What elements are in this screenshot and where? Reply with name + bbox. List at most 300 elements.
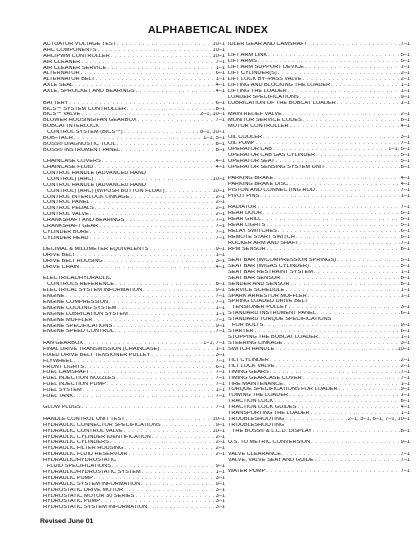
index-entry-topic: LIFT ARM SUPPORT DEVICE bbox=[228, 65, 304, 71]
index-entry-topic: RADIATOR bbox=[228, 205, 257, 211]
index-entry-topic: BOB–TACH bbox=[43, 135, 73, 141]
index-entry-page: 4–1 bbox=[400, 405, 410, 411]
index-entry-topic: HYDRAULIC CYLINDERS bbox=[43, 440, 109, 446]
index-entry-topic: HYDROSTATIC MOTOR 30 SERIES bbox=[43, 493, 135, 499]
index-entry-topic: HYDROSTATIC SYSTEM INFORMATION bbox=[43, 505, 148, 511]
index-entry-topic: CHAINCASE COVERS bbox=[43, 159, 101, 165]
index-entry bbox=[228, 347, 410, 353]
index-entry-topic: TOWING THE LOADER bbox=[228, 393, 289, 399]
index-entry-topic: SPARK ARRESTOR MUFFLER bbox=[228, 293, 307, 299]
page-title: ALPHABETICAL INDEX bbox=[147, 24, 269, 36]
index-entry-topic: TROUBLESHOOTING bbox=[228, 422, 285, 428]
index-entry-page: 9–1 bbox=[215, 288, 225, 294]
index-entry-topic: CONTROL SYSTEM (BICS™) bbox=[47, 130, 123, 136]
index-entry-page: 7–1 bbox=[400, 240, 410, 246]
index-entry-topic: DECIMAL & MILLIMETER EQUIVALENTS bbox=[43, 247, 149, 253]
index-entry-topic: ROCKER ARM AND SHAFT bbox=[228, 240, 299, 246]
index-entry bbox=[228, 194, 410, 200]
index-entry-topic: HYDRAULIC SYSTEM INFORMATION bbox=[43, 481, 141, 487]
dot-leader bbox=[313, 429, 400, 435]
index-entry-page: 1–1 bbox=[400, 381, 410, 387]
index-entry-page: 1–1 bbox=[400, 269, 410, 275]
index-entry-page: 3–1 bbox=[215, 493, 225, 499]
index-entry-page: 1–1 bbox=[400, 334, 410, 340]
index-entry-page: 1–1 bbox=[215, 346, 225, 352]
index-entry-topic: OPERATOR SENSING SYSTEM UNIT bbox=[228, 164, 325, 170]
index-entry-topic: SERVICE SCHEDULE bbox=[228, 287, 285, 293]
index-entry-topic: BATTERY bbox=[43, 100, 69, 106]
dot-leader bbox=[337, 101, 400, 107]
index-entry-page: 7–1 bbox=[215, 59, 225, 65]
index-entry-page: 2–1 bbox=[400, 71, 410, 77]
index-entry-topic: PIVOT PINS bbox=[228, 193, 260, 199]
index-entry-page: 1–1 bbox=[215, 311, 225, 317]
index-entry-topic: VALVE, VALVE SEAT AND GUIDE bbox=[228, 457, 314, 463]
index-entry-topic: AIR CLEANER bbox=[43, 59, 81, 65]
index-entry-page: 5–1 bbox=[400, 211, 410, 217]
index-entry-page: 7–1 bbox=[215, 405, 225, 411]
index-entry-topic: CRANKSHAFT AND BEARINGS bbox=[43, 218, 125, 224]
index-entry-topic: ELECTRICAL/HYDRAULIC bbox=[43, 276, 112, 282]
index-entry bbox=[43, 505, 225, 511]
index-entry-topic: CONTROL VALVE bbox=[43, 212, 89, 218]
index-entry-page: 7–1 bbox=[215, 235, 225, 241]
index-entry-page: 6–1 bbox=[400, 328, 410, 334]
index-entry-topic: HYDRAULIC FILTER HOUSING bbox=[43, 446, 124, 452]
index-entry-page: 9–1 bbox=[400, 94, 410, 100]
dot-leader bbox=[315, 458, 400, 464]
index-entry-topic: FRONT LIGHTS bbox=[43, 364, 84, 370]
index-entry-page: 3–1 bbox=[215, 259, 225, 265]
index-entry-topic: LOADER SPECIFICATIONS bbox=[228, 94, 299, 100]
index-entry-page: 1–1 bbox=[215, 65, 225, 71]
index-entry-page: 2–1 bbox=[400, 77, 410, 83]
index-entry-page: 10–1 bbox=[397, 346, 410, 352]
index-entry-topic: STANDARD INSTRUMENT PANEL bbox=[228, 311, 316, 317]
index-entry-page: 4–1 bbox=[215, 89, 225, 95]
index-entry-topic: DRIVE BELT bbox=[43, 253, 76, 259]
index-entry-page: 5–1 bbox=[400, 223, 410, 229]
index-entry-topic: CRANKSHAFT GEAR bbox=[43, 224, 99, 230]
index-entry-topic: SWITCH HANDLE bbox=[228, 346, 275, 352]
index-entry-page: 2–1 bbox=[400, 363, 410, 369]
index-entry-topic: AHC COMPONENTS bbox=[43, 47, 97, 53]
index-entry-topic: LIFT CYLINDER(S) bbox=[228, 71, 277, 77]
index-entry-topic: FAN GEARBOX bbox=[43, 340, 84, 346]
index-entry-page: 10–1 bbox=[212, 188, 225, 194]
index-entry-topic: WATER PUMP bbox=[228, 469, 266, 475]
dot-leader bbox=[275, 347, 396, 353]
index-entry-page: 10–1 bbox=[212, 47, 225, 53]
index-entry-page: 1–1, 5–1 bbox=[388, 147, 410, 153]
index-entry-page: 2–1 bbox=[215, 206, 225, 212]
index-entry-topic: TILT CYLINDER bbox=[228, 358, 269, 364]
index-entry-page: 8–1 bbox=[215, 106, 225, 112]
index-entry-topic: TRACTION LOCK GUIDES bbox=[228, 405, 297, 411]
index-entry-page: 4–1 bbox=[215, 159, 225, 165]
index-entry-page: 6–1 bbox=[215, 100, 225, 106]
index-entry-topic: LIFT ARMS bbox=[228, 59, 257, 65]
index-entry-topic: RPM SENSOR bbox=[228, 246, 266, 252]
index-entry-page: 9–1 bbox=[215, 422, 225, 428]
index-entry bbox=[228, 247, 410, 253]
index-entry-page: 1–1 bbox=[400, 82, 410, 88]
index-entry bbox=[43, 89, 225, 95]
index-entry-topic: HANDLE CONTROL UNIT TEST bbox=[43, 416, 125, 422]
index-entry-page: 7–1 bbox=[215, 329, 225, 335]
index-entry-topic: LIFT LOCK BY–PASS VALVE bbox=[228, 77, 302, 83]
index-entry-topic: FIXED DRIVE BELT TENSIONER PULLEY bbox=[43, 352, 151, 358]
dot-leader bbox=[308, 42, 399, 48]
index-column-right bbox=[228, 42, 410, 475]
index-entry-topic: ELECTRICAL SYSTEM INFORMATION bbox=[43, 288, 143, 294]
index-entry-page: 7–1 bbox=[215, 224, 225, 230]
index-entry-page: 9–1 bbox=[215, 481, 225, 487]
index-entry-topic: LUBRICATION OF THE BOBCAT LOADER bbox=[228, 100, 336, 106]
index-entry-topic: TIRE MAINTENANCE bbox=[228, 381, 284, 387]
index-entry bbox=[43, 329, 225, 335]
index-entry-page: 8–1 bbox=[400, 399, 410, 405]
index-entry-page: 6–1 bbox=[400, 234, 410, 240]
index-entry-page: 10–1 bbox=[212, 428, 225, 434]
index-entry-page: 1–1 bbox=[215, 469, 225, 475]
index-entry-page: 8–1 bbox=[400, 117, 410, 123]
index-entry bbox=[43, 236, 225, 242]
index-entry-page: 2–1 bbox=[215, 434, 225, 440]
index-entry-page: 9–1 bbox=[215, 323, 225, 329]
index-entry-page: 9–1 bbox=[215, 247, 225, 253]
index-entry-page: 3–1 bbox=[215, 352, 225, 358]
index-entry-page: 1–1 bbox=[400, 293, 410, 299]
index-entry-topic: REMOTE START SWITCH bbox=[228, 234, 295, 240]
index-entry-page: 7–1 bbox=[215, 229, 225, 235]
revision-footer: Revised June 01 bbox=[40, 518, 94, 525]
index-entry-topic: DRIVE BELT HOUSING bbox=[43, 259, 103, 265]
index-entry-topic: HYDRAULIC FLUID RESERVOIR bbox=[43, 452, 128, 458]
index-entry-page: 5–1 bbox=[400, 59, 410, 65]
index-entry-page: 3–1 bbox=[215, 487, 225, 493]
index-entry-page: 2–1 bbox=[215, 440, 225, 446]
index-entry-topic: DRIVE CHAIN bbox=[43, 264, 80, 270]
index-entry-page: 4–1 bbox=[400, 176, 410, 182]
index-entry-topic: AXLE, SPROCKET AND BEARINGS bbox=[43, 89, 135, 95]
index-entry-page: 3–1 bbox=[400, 135, 410, 141]
index-entry-topic: SEAT BAR RESTRAINT SYSTEM bbox=[228, 269, 313, 275]
index-entry-topic: IDLER GEAR AND CAMSHAFT bbox=[228, 42, 308, 47]
dot-leader bbox=[260, 194, 399, 200]
index-entry-topic: AHC/PWM CONTROLLER bbox=[43, 53, 110, 59]
index-entry-page: 1–1 bbox=[215, 388, 225, 394]
index-entry-topic: THE BOSS® & L.C.D. DISPLAY bbox=[232, 428, 312, 434]
index-entry-topic: ENGINE bbox=[43, 294, 65, 300]
index-column-left bbox=[43, 42, 225, 511]
index-entry-page: 2–1 bbox=[400, 112, 410, 118]
index-entry-topic: TIMING GEARS bbox=[228, 369, 269, 375]
index-entry-page: 7–1 bbox=[215, 300, 225, 305]
index-entry bbox=[228, 42, 410, 48]
index-entry-page: 10–1 bbox=[212, 176, 225, 182]
index-entry-page: 10–1 bbox=[212, 42, 225, 47]
index-entry-topic: TIMING GEARCASE COVER bbox=[228, 375, 302, 381]
index-entry-page: 7–1 bbox=[400, 42, 410, 47]
index-entry-topic: FUEL INJECTION NOZZLES bbox=[43, 376, 116, 382]
index-entry-topic: CHAINCASE FLUID bbox=[43, 165, 94, 171]
index-entry-topic: LIFTING AND BLOCKING THE LOADER bbox=[228, 82, 331, 88]
index-entry-page: 8–1 bbox=[215, 141, 225, 147]
index-entry-page: 9–1 bbox=[400, 440, 410, 446]
index-entry-page: 2–1 bbox=[215, 212, 225, 218]
index-entry-page: 8–1, 10–1 bbox=[200, 130, 225, 136]
index-entry-page: 4–1 bbox=[215, 264, 225, 270]
index-entry-page: 7–1 bbox=[215, 317, 225, 323]
index-entry-page: 7–1 bbox=[400, 375, 410, 381]
index-entry-page: 1–1 bbox=[215, 305, 225, 311]
index-entry-page: 3–1 bbox=[215, 475, 225, 481]
index-entry-page: 7–1 bbox=[215, 376, 225, 382]
index-entry-topic: TILT LOCK VALVE bbox=[228, 363, 275, 369]
index-entry bbox=[43, 405, 225, 411]
index-entry-page: 4–1 bbox=[400, 123, 410, 129]
index-entry-page: 6–1 bbox=[400, 229, 410, 235]
dot-leader bbox=[326, 165, 400, 171]
index-entry-topic: GLOW PLUGS bbox=[43, 405, 81, 411]
index-entry-page: 7–1 bbox=[400, 457, 410, 463]
dot-leader bbox=[266, 469, 399, 475]
index-entry-topic: TORQUE SPECIFICATIONS FOR LOADER bbox=[228, 387, 338, 393]
index-entry-page: 7–1 bbox=[215, 393, 225, 399]
index-entry-topic: CYLINDER HEAD bbox=[43, 235, 89, 241]
index-entry bbox=[43, 148, 225, 154]
index-entry-topic: PARKING BRAKE DISC bbox=[228, 182, 289, 188]
index-entry-topic: OPERATOR SEAT bbox=[228, 158, 275, 164]
index-entry-topic: HYDROSTATIC DRIVE MOTOR bbox=[43, 487, 124, 493]
index-entry-topic: BICS™ VALVE bbox=[43, 112, 81, 118]
index-entry-topic: STOPPING THE BOBCAT LOADER bbox=[228, 334, 319, 340]
index-entry-page: 4–1 bbox=[400, 182, 410, 188]
index-entry-page: 7–1 bbox=[400, 205, 410, 211]
index-entry-topic: BICS™ SYSTEM CONTROLLER bbox=[43, 106, 126, 112]
index-entry-page: 8–1 bbox=[400, 281, 410, 287]
index-entry bbox=[43, 265, 225, 271]
index-entry-page: 8–1 bbox=[215, 282, 225, 288]
index-entry-page: 5–1 bbox=[400, 264, 410, 270]
index-entry-page: 5–1 bbox=[400, 258, 410, 264]
index-entry-topic: CONTROL INTERLOCK LINKAGE bbox=[43, 194, 130, 200]
index-entry-page: 1–1 bbox=[400, 411, 410, 417]
index-entry-topic: CONTROL HANDLE (ADVANCED HAND bbox=[43, 171, 146, 176]
index-entry-topic: STEERING LINKAGE bbox=[228, 340, 283, 346]
index-entry-page: 1–1 bbox=[400, 100, 410, 106]
index-entry bbox=[228, 101, 410, 107]
index-entry-topic: MAIN RELIEF VALVE bbox=[228, 112, 282, 118]
index-entry-topic: ENGINE MUFFLER bbox=[43, 317, 93, 323]
index-entry-topic: SEAT BAR (W/GAS CYLINDER) bbox=[228, 264, 309, 270]
index-entry-topic: HYDRAULIC CONTROL VALVE bbox=[43, 428, 123, 434]
index-entry-topic: ENGINE COMPRESSION bbox=[43, 300, 108, 305]
index-entry-topic: SEAT BAR (W/COMPRESSION SPRINGS) bbox=[228, 258, 336, 264]
index-entry bbox=[228, 440, 410, 446]
index-entry-page: 3–1 bbox=[215, 505, 225, 511]
index-entry-topic: AIR CLEANER SERVICE bbox=[43, 65, 107, 71]
index-entry-topic: RELAY SWITCHES bbox=[228, 229, 277, 235]
index-entry-page: 2–1 bbox=[215, 452, 225, 458]
index-entry-topic: ALTERNATOR BELT bbox=[43, 77, 95, 83]
index-entry-topic: HYDRAULIC CYLINDER IDENTIFICATION bbox=[43, 434, 151, 440]
index-entry-page: 1–1 bbox=[400, 193, 410, 199]
index-entry-page: 7–1 bbox=[215, 358, 225, 364]
index-entry-page: 1–1 bbox=[215, 77, 225, 83]
index-entry-topic: OPERATOR CAB bbox=[228, 147, 272, 153]
index-entry-page: 5–1 bbox=[400, 158, 410, 164]
index-entry-page: 8–1 bbox=[400, 275, 410, 281]
index-entry-topic: BOSS® INSTRUMENT PANEL bbox=[43, 147, 121, 153]
index-entry-page: 10–1 bbox=[212, 416, 225, 422]
index-entry-topic: VALVE CLEARANCE bbox=[228, 451, 281, 457]
index-entry-topic: STANDARD TORQUE SPECIFICATIONS bbox=[228, 317, 332, 323]
index-entry-page: 2–1 bbox=[215, 446, 225, 452]
index-entry-topic: ENGINE SPEED CONTROL bbox=[43, 329, 114, 335]
index-entry-topic: REAR GRILL bbox=[228, 217, 262, 223]
index-entry-topic: REAR DOOR bbox=[228, 211, 262, 217]
index-entry-topic: SEAT BAR SENSOR bbox=[228, 275, 281, 281]
index-entry-page: 2–1 bbox=[215, 194, 225, 200]
index-entry-topic: U.S. TO METRIC CONVERSION bbox=[228, 440, 311, 446]
index-entry-page: 6–1 bbox=[215, 364, 225, 370]
index-entry-page: 6–1 bbox=[215, 71, 225, 77]
index-entry-topic: HYDRAULIC PUMP bbox=[43, 475, 94, 481]
index-entry-topic: CONTROL PEDALS bbox=[43, 206, 94, 212]
index-entry-page: 7–1 bbox=[400, 141, 410, 147]
index-entry-page: 7–1 bbox=[400, 451, 410, 457]
index-entry-topic: REAR LIGHTS bbox=[228, 223, 266, 229]
index-entry-page: 8–1 bbox=[400, 246, 410, 252]
index-entry-page: 3–1 bbox=[400, 305, 410, 311]
index-entry-page: 1–1 bbox=[400, 88, 410, 94]
index-entry bbox=[228, 165, 410, 171]
index-entry-topic: FUEL CAMSHAFT bbox=[43, 370, 90, 376]
index-entry-topic: ENGINE LUBRICATION SYSTEM bbox=[43, 311, 128, 317]
index-entry-topic: MONITOR SERVICE CODES bbox=[228, 117, 302, 123]
index-entry-topic: LIFTING THE LOADER bbox=[228, 88, 287, 94]
index-entry-page: 4–1 bbox=[215, 83, 225, 89]
index-entry-topic: HYDRAULIC/HYDROSTATIC bbox=[43, 458, 117, 464]
index-entry-topic: HYDROSTATIC PUMP bbox=[43, 499, 100, 505]
dot-leader bbox=[121, 148, 214, 154]
index-entry-page: 9–1 bbox=[400, 387, 410, 393]
index-entry-page: 2–1, 10–1 bbox=[200, 112, 225, 118]
index-entry-topic: TRANSPORTING THE LOADER bbox=[228, 411, 310, 417]
index-entry-topic: CONTROL) (AHC) bbox=[47, 176, 94, 182]
index-entry-topic: PISTON AND CONNECTING ROD bbox=[228, 188, 315, 194]
index-entry-topic: CYLINDER BORE bbox=[43, 229, 89, 235]
index-entry-page: 7–1 bbox=[400, 369, 410, 375]
index-entry-topic: BLOWER HOUSING/FAN GEARBOX bbox=[43, 118, 137, 124]
dot-leader bbox=[115, 329, 215, 335]
index-entry-topic: MOTOR CONTROLLER bbox=[228, 123, 289, 129]
index-entry-page: 10–1 bbox=[212, 53, 225, 59]
dot-leader bbox=[267, 247, 400, 253]
index-entry-page: 7–1 bbox=[215, 382, 225, 388]
index-entry-page: 1–1 bbox=[215, 253, 225, 259]
index-entry-topic: TROUBLESHOOTING bbox=[228, 416, 285, 422]
index-entry-topic: FUEL TANK bbox=[43, 393, 74, 399]
index-entry-topic: CONTROLS REFERENCE bbox=[47, 282, 115, 288]
index-entry-topic: HYDRAULIC/HYDROSTATIC SYSTEM bbox=[43, 469, 141, 475]
index-entry-topic: FLUID SPECIFICATIONS bbox=[47, 464, 111, 470]
index-entry-topic: SPRING LOADED DRIVE BELT bbox=[228, 299, 308, 305]
dot-leader bbox=[74, 394, 215, 400]
index-entry-topic: CONTROL PANEL bbox=[43, 200, 90, 206]
index-entry-page: 5–1 bbox=[400, 53, 410, 59]
index-entry-topic: PARKING BRAKE bbox=[228, 176, 274, 182]
dot-leader bbox=[290, 124, 400, 130]
index-entry-page: 9–1 bbox=[400, 322, 410, 328]
index-entry-page: 7–1 bbox=[215, 294, 225, 300]
index-entry bbox=[43, 394, 225, 400]
index-entry-topic: FUEL SYSTEM bbox=[43, 388, 82, 394]
dot-leader bbox=[89, 236, 214, 242]
index-entry-topic: TRACTION LOCK bbox=[228, 399, 274, 405]
index-entry-page: 5–1 bbox=[400, 217, 410, 223]
index-entry-topic: SENDER AND SENSOR bbox=[228, 281, 290, 287]
index-entry-topic: FOR BOLTS bbox=[232, 322, 264, 328]
dot-leader bbox=[82, 405, 215, 411]
index-entry-topic: FLYWHEEL bbox=[43, 358, 73, 364]
index-entry-page: 3–1 bbox=[215, 499, 225, 505]
dot-leader bbox=[80, 265, 215, 271]
index-entry-topic: BOSS® DIAGNOSTIC TOOL bbox=[43, 141, 116, 147]
index-entry-page: 3–1 bbox=[400, 340, 410, 346]
index-entry-page: 7–1 bbox=[215, 118, 225, 124]
index-entry-page: 1–1 bbox=[400, 287, 410, 293]
index-entry-topic: STARTER bbox=[228, 328, 254, 334]
index-entry-topic: OIL COOLER bbox=[228, 135, 262, 141]
index-entry-page: 4–1 bbox=[215, 165, 225, 171]
index-entry-page: 8–1 bbox=[215, 147, 225, 153]
index-entry-page: 1–1, 7–1 bbox=[203, 340, 225, 346]
dot-leader bbox=[311, 440, 400, 446]
index-entry-page: 7–1 bbox=[400, 469, 410, 475]
index-entry-topic: ACTUATOR VOLTAGE TEST bbox=[43, 42, 117, 47]
index-entry bbox=[228, 429, 410, 435]
index-entry bbox=[228, 469, 410, 475]
index-entry-topic: CONTROL HANDLE (ADVANCED HAND bbox=[43, 182, 146, 188]
index-entry bbox=[228, 124, 410, 130]
index-entry-page: 7–1 bbox=[400, 188, 410, 194]
dot-leader bbox=[148, 505, 215, 511]
index-entry-topic: OPERATOR CAB GAS CYLINDER bbox=[228, 153, 316, 159]
dot-leader bbox=[136, 89, 215, 95]
index-entry-topic: OIL PUMP bbox=[228, 141, 255, 147]
index-entry-topic: HYDRAULIC CONNECTOR SPECIFICATIONS bbox=[43, 422, 161, 428]
index-entry-topic: ENGINE COOLING SYSTEM bbox=[43, 305, 117, 311]
index-entry-page: 1–1 bbox=[400, 393, 410, 399]
index-entry-page: 2–1 bbox=[215, 200, 225, 206]
index-entry-topic: TENSIONER PULLEY bbox=[232, 305, 288, 311]
index-entry-page: 7–1 bbox=[215, 370, 225, 376]
index-entry-page: 2–1 bbox=[400, 358, 410, 364]
index-entry-page: 1–1 bbox=[400, 65, 410, 71]
index-entry-page: 1–1, 5–1 bbox=[203, 135, 225, 141]
index-entry-page: 6–1 bbox=[400, 311, 410, 317]
index-entry-topic: CONTROL) (AHC) (W/PUSH BUTTON FLOAT) bbox=[47, 188, 165, 194]
index-entry-topic: FUEL INJECTION PUMP bbox=[43, 382, 106, 388]
index-entry-topic: FINAL DRIVE TRANSMISSION (CHAINCASE) bbox=[43, 346, 160, 352]
index-entry-page: 8–1 bbox=[400, 164, 410, 170]
index-entry-topic: AXLE SEAL bbox=[43, 83, 74, 89]
index-entry-topic: ALTERNATOR bbox=[43, 71, 80, 77]
index-entry-topic: BOBCAT INTERLOCK bbox=[43, 124, 100, 130]
